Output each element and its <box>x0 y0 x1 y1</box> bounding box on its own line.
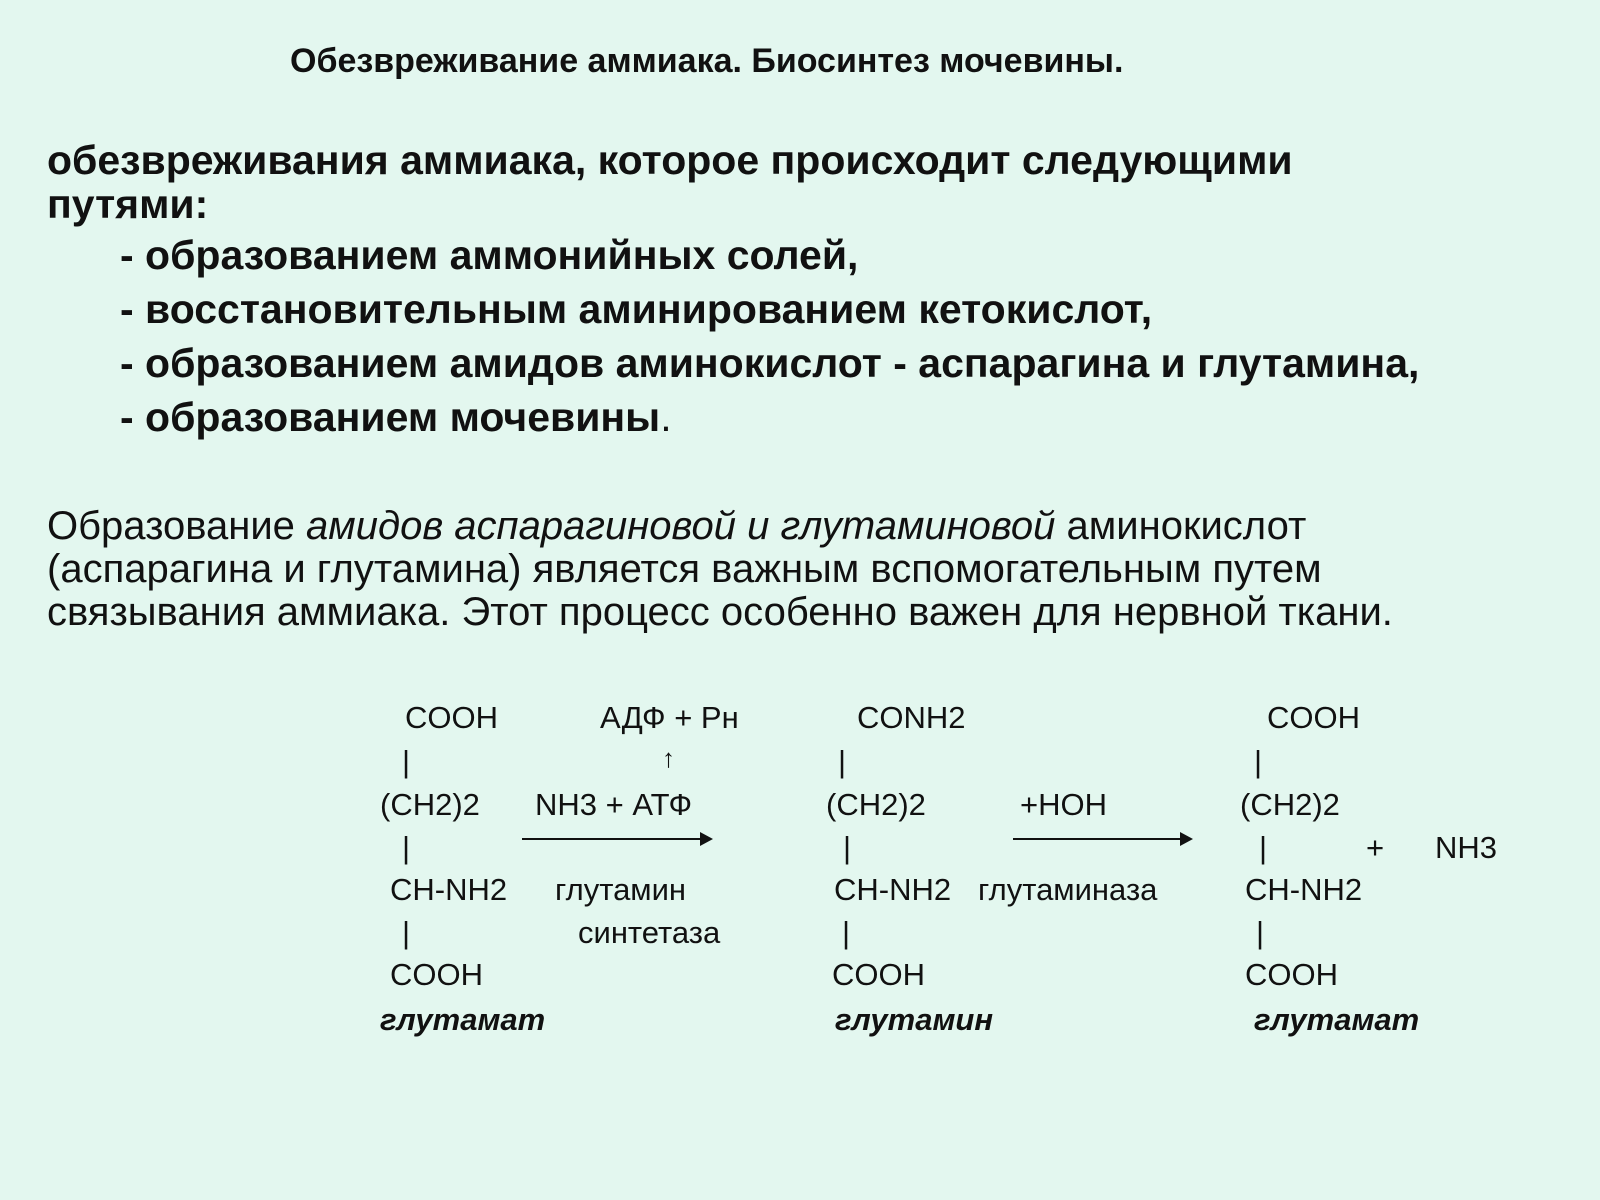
m2-name: глутамин <box>835 1002 994 1037</box>
intro-line-2: путями: <box>47 181 209 227</box>
m2-bottom-group: COOH <box>832 957 925 992</box>
m1-bottom-group: COOH <box>390 957 483 992</box>
m3-chnh2: CH-NH2 <box>1245 872 1363 907</box>
r2-arrow-line <box>1013 838 1183 840</box>
bullet-amides: - образованием амидов аминокислот - аспарагина и глутамина, <box>120 340 1420 386</box>
r1-enzyme-line-1: глутамин <box>555 872 687 907</box>
m2-bond: | <box>838 744 847 779</box>
m1-bond: | <box>402 915 411 950</box>
m3-bottom-group: COOH <box>1245 957 1338 992</box>
m2-ch2: (CH2)2 <box>826 787 926 822</box>
r1-arrow-head <box>700 832 713 846</box>
m1-bond: | <box>402 830 411 865</box>
m3-bond: | <box>1254 744 1263 779</box>
m3-bond: | <box>1256 915 1265 950</box>
paragraph-line-1: Образование амидов аспарагиновой и глутаминовой аминокислот <box>47 504 1307 548</box>
m2-chnh2: CH-NH2 <box>834 872 952 907</box>
m3-plus-sign: + <box>1366 830 1385 865</box>
r2-arrow-head <box>1180 832 1193 846</box>
m1-bond: | <box>402 744 411 779</box>
r1-reagents: NH3 + АТФ <box>535 787 693 822</box>
m1-top-group: COOH <box>405 700 498 735</box>
m3-top-group: COOH <box>1267 700 1360 735</box>
paragraph-line-2: (аспарагина и глутамина) является важным вспомогательным путем <box>47 547 1322 591</box>
m1-ch2: (CH2)2 <box>380 787 480 822</box>
r1-up-arrow: ↑ <box>662 743 675 773</box>
m3-name: глутамат <box>1254 1002 1420 1037</box>
r1-arrow-line <box>522 838 702 840</box>
page-title: Обезвреживание аммиака. Биосинтез мочевины. <box>290 42 1124 80</box>
paragraph-line-3: связывания аммиака. Этот процесс особенно важен для нервной ткани. <box>47 590 1393 634</box>
r1-products: АДФ + Pн <box>600 700 739 735</box>
bullet-reductive-amination: - восстановительным аминированием кетокислот, <box>120 286 1153 332</box>
m3-ch2: (CH2)2 <box>1240 787 1340 822</box>
r1-enzyme-line-2: синтетаза <box>578 915 721 950</box>
intro-line-1: обезвреживания аммиака, которое происходит следующими <box>47 137 1293 183</box>
r2-enzyme: глутаминаза <box>978 872 1158 907</box>
m1-chnh2: CH-NH2 <box>390 872 508 907</box>
r2-reagent: +HOH <box>1020 787 1107 822</box>
bullet-ammonium-salts: - образованием аммонийных солей, <box>120 232 859 278</box>
m2-top-group: CONH2 <box>857 700 966 735</box>
m2-bond: | <box>842 915 851 950</box>
bullet-urea: - образованием мочевины. <box>120 394 672 440</box>
m3-bond: | <box>1259 830 1268 865</box>
m1-name: глутамат <box>380 1002 546 1037</box>
m3-ammonia: NH3 <box>1435 830 1498 865</box>
m2-bond: | <box>843 830 852 865</box>
